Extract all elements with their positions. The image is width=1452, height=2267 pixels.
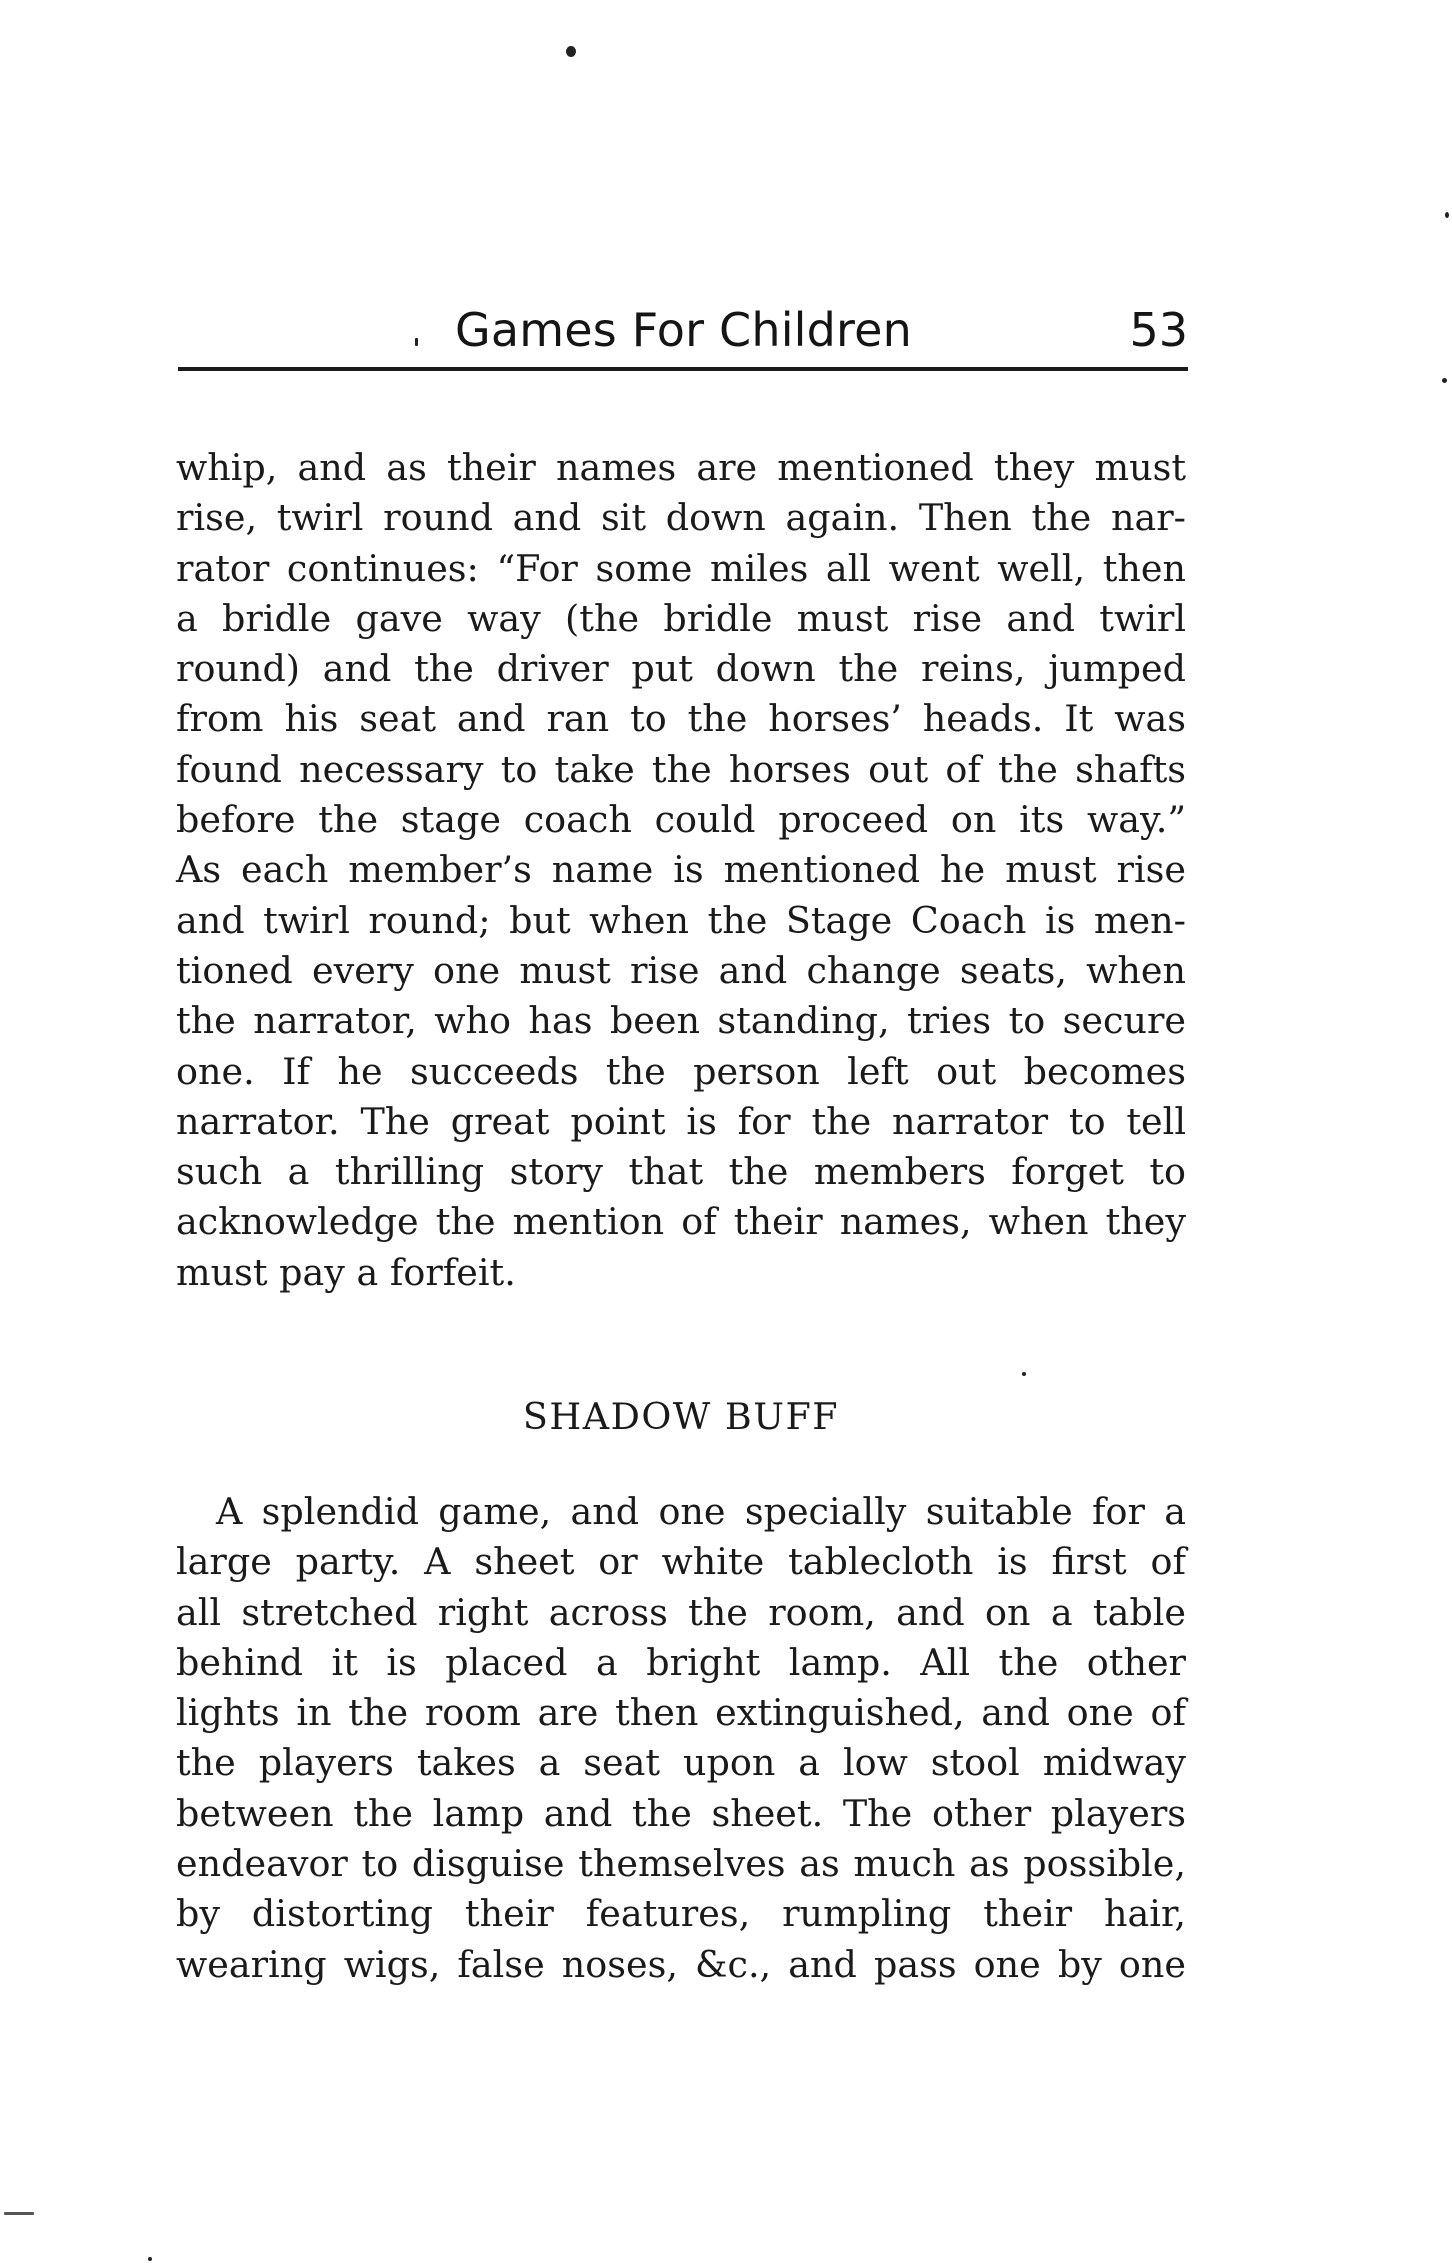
text-line: large party. A sheet or white tablecloth is first of: [176, 1540, 1186, 1584]
text-line: must pay a forfeit.: [176, 1250, 516, 1294]
text-line: all stretched right across the room, and on a table: [176, 1590, 1186, 1634]
ink-speck: [566, 46, 576, 57]
text-line: rator continues: “For some miles all went well, then: [176, 546, 1186, 590]
text-line: wearing wigs, false noses, &c., and pass one by one: [176, 1942, 1186, 1986]
text-line: tioned every one must rise and change seats, when: [176, 948, 1186, 992]
text-line: behind it is placed a bright lamp. All the other: [176, 1640, 1186, 1684]
ink-speck: [4, 2212, 34, 2215]
text-line: such a thrilling story that the members forget to: [176, 1150, 1186, 1194]
ink-speck: [1022, 1372, 1026, 1376]
text-line: from his seat and ran to the horses’ heads. It was: [176, 697, 1186, 741]
text-line: narrator. The great point is for the narrator to tell: [176, 1099, 1186, 1143]
header-rule: [178, 367, 1188, 371]
text-line: before the stage coach could proceed on its way.”: [176, 798, 1186, 842]
text-line: by distorting their features, rumpling their hair,: [176, 1892, 1186, 1936]
text-line: round) and the driver put down the reins, jumped: [176, 647, 1186, 691]
page-number: 53: [1129, 303, 1188, 357]
text-line: As each member’s name is mentioned he must rise: [176, 848, 1186, 892]
ink-speck: [1442, 378, 1447, 383]
ink-speck: [148, 2257, 152, 2261]
text-line: A splendid game, and one specially suitable for a: [216, 1490, 1186, 1533]
text-line: the players takes a seat upon a low stool midway: [176, 1741, 1186, 1785]
text-line: rise, twirl round and sit down again. Then the nar-: [176, 496, 1186, 540]
text-line: the narrator, who has been standing, tries to secure: [176, 999, 1186, 1043]
section-heading-shadow-buff: SHADOW BUFF: [522, 1395, 840, 1438]
text-line: one. If he succeeds the person left out becomes: [176, 1049, 1186, 1093]
paragraph-shadow-buff: [176, 1487, 1186, 1990]
text-line: found necessary to take the horses out of the shafts: [176, 747, 1186, 791]
text-line: acknowledge the mention of their names, when they: [176, 1200, 1186, 1244]
text-line: lights in the room are then extinguished, and one of: [176, 1691, 1186, 1735]
text-line: a bridle gave way (the bridle must rise and twirl: [176, 596, 1186, 640]
text-line: and twirl round; but when the Stage Coach is men-: [176, 898, 1186, 942]
text-line: endeavor to disguise themselves as much as possible,: [176, 1842, 1186, 1886]
paragraph-stage-coach-continued: [176, 443, 1186, 1298]
running-header: [178, 298, 1188, 372]
text-line: whip, and as their names are mentioned they must: [176, 446, 1186, 489]
running-header-title: Games For Children: [455, 303, 913, 357]
ink-speck: [1445, 212, 1449, 218]
text-line: between the lamp and the sheet. The other players: [176, 1791, 1186, 1835]
